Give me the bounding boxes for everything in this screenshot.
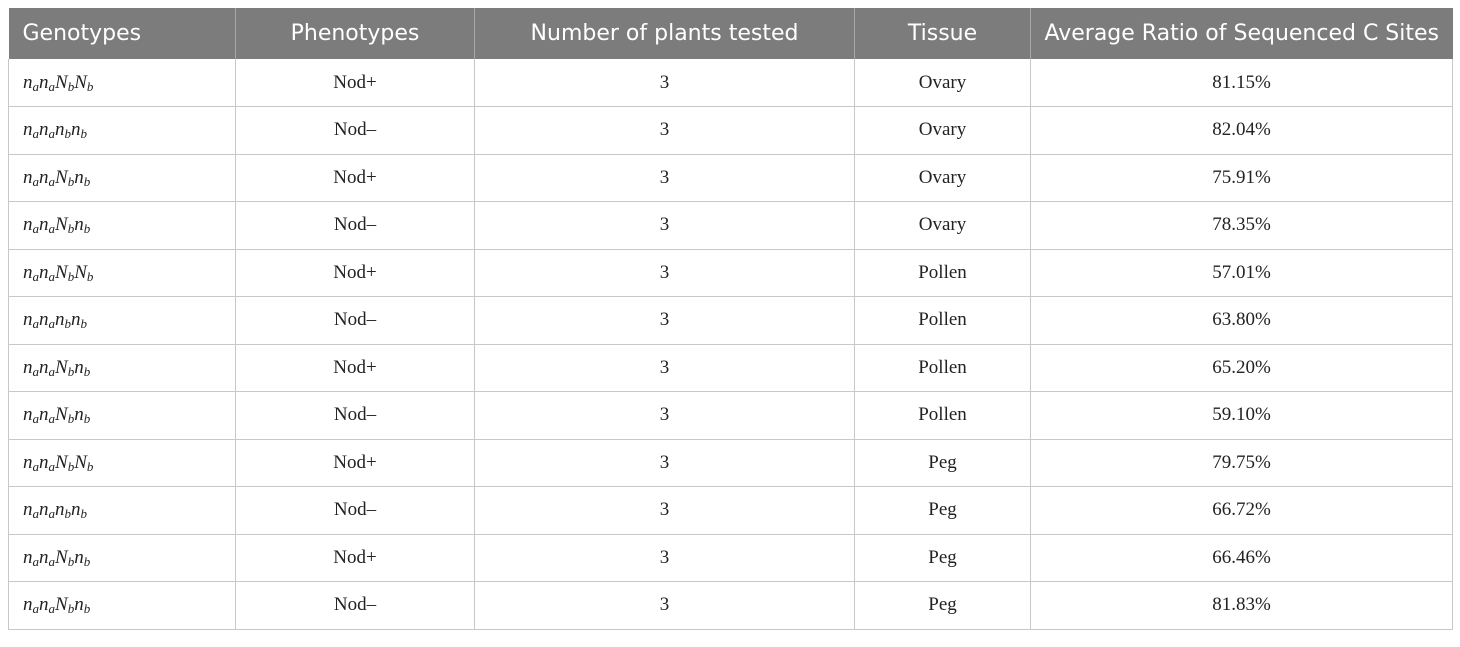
genotype-allele: n: [23, 261, 33, 283]
cell-average-ratio: 81.15%: [1031, 59, 1453, 107]
genotype-allele-subscript: a: [32, 316, 39, 332]
cell-phenotype: Nod–: [236, 107, 475, 155]
cell-average-ratio: 66.46%: [1031, 534, 1453, 582]
cell-plants-tested: 3: [475, 154, 855, 202]
genotype-allele-subscript: b: [64, 126, 71, 142]
cell-tissue: Pollen: [855, 344, 1031, 392]
genotype-allele: N: [55, 71, 68, 93]
genotype-allele-subscript: b: [80, 316, 87, 332]
genotype-allele: n: [39, 119, 49, 141]
cell-plants-tested: 3: [475, 487, 855, 535]
genotype-allele: n: [55, 309, 65, 331]
genotype-allele-subscript: b: [83, 221, 91, 237]
cell-genotype: [9, 297, 236, 345]
genotype-allele: n: [74, 594, 84, 616]
cell-genotype: [9, 154, 236, 202]
genotype-allele-subscript: b: [67, 411, 75, 427]
genotype-allele-subscript: b: [67, 268, 75, 284]
genotype-allele: n: [39, 594, 49, 616]
genotype-allele: n: [23, 404, 33, 426]
cell-phenotype: Nod+: [236, 249, 475, 297]
genotype-allele: n: [74, 166, 84, 188]
genotype-allele: n: [71, 499, 81, 521]
cell-phenotype: Nod–: [236, 582, 475, 630]
cell-average-ratio: 57.01%: [1031, 249, 1453, 297]
cell-plants-tested: 3: [475, 534, 855, 582]
genotype-allele: n: [39, 499, 49, 521]
genotype-allele: n: [23, 214, 33, 236]
genotype-allele: n: [39, 309, 49, 331]
header-genotypes: Genotypes: [9, 8, 236, 59]
cell-plants-tested: 3: [475, 582, 855, 630]
genotype-allele-subscript: a: [48, 553, 55, 569]
genotype-allele-subscript: a: [32, 78, 39, 94]
genotype-allele: n: [39, 404, 49, 426]
genotype-table: [8, 8, 1453, 630]
genotype-allele: N: [55, 356, 68, 378]
table-row: [9, 534, 1453, 582]
header-tissue: Tissue: [855, 8, 1031, 59]
cell-average-ratio: 59.10%: [1031, 392, 1453, 440]
cell-average-ratio: 63.80%: [1031, 297, 1453, 345]
cell-tissue: Peg: [855, 582, 1031, 630]
table-row: [9, 107, 1453, 155]
cell-genotype: [9, 202, 236, 250]
genotype-allele-subscript: b: [67, 458, 75, 474]
genotype-allele-subscript: a: [48, 506, 55, 522]
genotype-allele-subscript: b: [64, 506, 71, 522]
genotype-allele: n: [23, 356, 33, 378]
genotype-allele: n: [39, 166, 49, 188]
genotype-allele-subscript: a: [48, 316, 55, 332]
cell-tissue: Ovary: [855, 202, 1031, 250]
cell-average-ratio: 79.75%: [1031, 439, 1453, 487]
genotype-allele-subscript: b: [80, 506, 87, 522]
cell-plants-tested: 3: [475, 392, 855, 440]
cell-phenotype: Nod–: [236, 202, 475, 250]
genotype-allele-subscript: a: [32, 411, 39, 427]
genotype-allele-subscript: a: [32, 553, 39, 569]
genotype-allele-subscript: b: [67, 363, 75, 379]
data-table-container: [8, 8, 1452, 630]
genotype-allele: n: [23, 309, 33, 331]
genotype-allele-subscript: b: [67, 78, 75, 94]
genotype-allele-subscript: a: [48, 173, 55, 189]
cell-genotype: [9, 392, 236, 440]
cell-plants-tested: 3: [475, 59, 855, 107]
cell-average-ratio: 65.20%: [1031, 344, 1453, 392]
cell-genotype: [9, 344, 236, 392]
cell-plants-tested: 3: [475, 439, 855, 487]
genotype-allele: N: [55, 261, 68, 283]
genotype-allele-subscript: a: [48, 411, 55, 427]
cell-tissue: Ovary: [855, 107, 1031, 155]
genotype-allele-subscript: a: [48, 221, 55, 237]
cell-genotype: [9, 534, 236, 582]
cell-genotype: [9, 439, 236, 487]
genotype-allele: N: [74, 261, 87, 283]
genotype-allele-subscript: a: [48, 601, 55, 617]
header-phenotypes: Phenotypes: [236, 8, 475, 59]
cell-phenotype: Nod–: [236, 392, 475, 440]
genotype-allele: n: [39, 71, 49, 93]
genotype-allele-subscript: b: [67, 553, 75, 569]
genotype-allele: n: [23, 119, 33, 141]
genotype-allele-subscript: a: [32, 268, 39, 284]
genotype-allele-subscript: a: [48, 458, 55, 474]
genotype-allele-subscript: a: [48, 363, 55, 379]
genotype-allele-subscript: a: [48, 78, 55, 94]
table-row: [9, 249, 1453, 297]
genotype-allele: n: [74, 546, 84, 568]
table-row: [9, 344, 1453, 392]
table-row: [9, 154, 1453, 202]
genotype-allele: n: [39, 356, 49, 378]
table-row: [9, 439, 1453, 487]
cell-phenotype: Nod+: [236, 154, 475, 202]
cell-tissue: Ovary: [855, 154, 1031, 202]
cell-phenotype: Nod+: [236, 534, 475, 582]
genotype-allele: N: [55, 594, 68, 616]
genotype-allele: n: [74, 214, 84, 236]
cell-plants-tested: 3: [475, 202, 855, 250]
genotype-allele-subscript: b: [64, 316, 71, 332]
cell-tissue: Peg: [855, 534, 1031, 582]
cell-average-ratio: 66.72%: [1031, 487, 1453, 535]
table-row: [9, 202, 1453, 250]
cell-average-ratio: 78.35%: [1031, 202, 1453, 250]
genotype-allele: n: [39, 261, 49, 283]
cell-tissue: Peg: [855, 487, 1031, 535]
genotype-allele: n: [23, 499, 33, 521]
genotype-allele-subscript: b: [83, 553, 91, 569]
genotype-allele: n: [23, 166, 33, 188]
genotype-allele-subscript: b: [86, 268, 94, 284]
cell-phenotype: Nod–: [236, 487, 475, 535]
genotype-allele: n: [39, 546, 49, 568]
table-header: [9, 8, 1453, 59]
table-row: [9, 487, 1453, 535]
genotype-allele-subscript: b: [83, 363, 91, 379]
header-number-of-plants: Number of plants tested: [475, 8, 855, 59]
genotype-allele: n: [71, 309, 81, 331]
cell-tissue: Pollen: [855, 249, 1031, 297]
cell-tissue: Peg: [855, 439, 1031, 487]
genotype-allele-subscript: b: [67, 221, 75, 237]
cell-average-ratio: 82.04%: [1031, 107, 1453, 155]
cell-plants-tested: 3: [475, 107, 855, 155]
cell-genotype: [9, 107, 236, 155]
cell-genotype: [9, 487, 236, 535]
genotype-allele-subscript: a: [32, 363, 39, 379]
cell-average-ratio: 81.83%: [1031, 582, 1453, 630]
genotype-allele-subscript: b: [67, 173, 75, 189]
cell-tissue: Pollen: [855, 297, 1031, 345]
cell-genotype: [9, 249, 236, 297]
genotype-allele-subscript: a: [48, 126, 55, 142]
genotype-allele-subscript: a: [32, 126, 39, 142]
cell-plants-tested: 3: [475, 297, 855, 345]
genotype-allele-subscript: a: [32, 458, 39, 474]
genotype-allele: N: [55, 546, 68, 568]
cell-genotype: [9, 582, 236, 630]
cell-average-ratio: 75.91%: [1031, 154, 1453, 202]
genotype-allele: N: [55, 214, 68, 236]
genotype-allele-subscript: a: [32, 506, 39, 522]
genotype-allele: n: [55, 499, 65, 521]
genotype-allele: N: [74, 451, 87, 473]
genotype-allele: N: [55, 404, 68, 426]
genotype-allele: N: [74, 71, 87, 93]
genotype-allele: n: [39, 214, 49, 236]
genotype-allele: n: [74, 356, 84, 378]
genotype-allele-subscript: b: [86, 458, 94, 474]
cell-phenotype: Nod–: [236, 297, 475, 345]
cell-plants-tested: 3: [475, 344, 855, 392]
genotype-allele: n: [71, 119, 81, 141]
cell-plants-tested: 3: [475, 249, 855, 297]
cell-phenotype: Nod+: [236, 439, 475, 487]
header-row: [9, 8, 1453, 59]
genotype-allele: n: [23, 546, 33, 568]
cell-tissue: Pollen: [855, 392, 1031, 440]
genotype-allele-subscript: a: [32, 221, 39, 237]
genotype-allele: n: [23, 71, 33, 93]
genotype-allele-subscript: b: [86, 78, 94, 94]
genotype-allele-subscript: a: [32, 173, 39, 189]
genotype-allele-subscript: b: [83, 601, 91, 617]
genotype-allele-subscript: b: [67, 601, 75, 617]
genotype-allele: n: [74, 404, 84, 426]
genotype-allele-subscript: b: [80, 126, 87, 142]
genotype-allele: N: [55, 451, 68, 473]
cell-phenotype: Nod+: [236, 59, 475, 107]
cell-phenotype: Nod+: [236, 344, 475, 392]
table-row: [9, 392, 1453, 440]
cell-tissue: Ovary: [855, 59, 1031, 107]
genotype-allele: n: [39, 451, 49, 473]
table-row: [9, 582, 1453, 630]
genotype-allele: n: [23, 594, 33, 616]
genotype-allele-subscript: b: [83, 173, 91, 189]
header-average-ratio: Average Ratio of Sequenced C Sites: [1031, 8, 1453, 59]
genotype-allele-subscript: a: [48, 268, 55, 284]
table-row: [9, 59, 1453, 107]
cell-genotype: [9, 59, 236, 107]
genotype-allele: N: [55, 166, 68, 188]
table-row: [9, 297, 1453, 345]
genotype-allele: n: [23, 451, 33, 473]
table-body: [9, 59, 1453, 629]
genotype-allele-subscript: b: [83, 411, 91, 427]
genotype-allele-subscript: a: [32, 601, 39, 617]
genotype-allele: n: [55, 119, 65, 141]
